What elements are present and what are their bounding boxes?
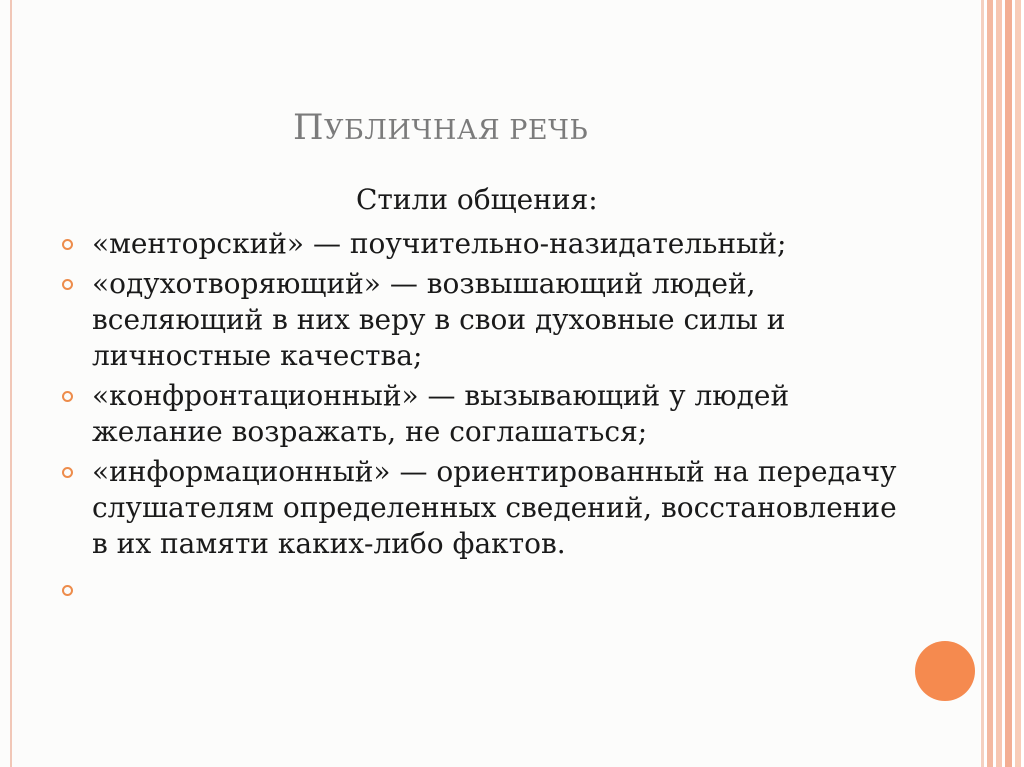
stripe	[1005, 0, 1012, 767]
title-first-letter: П	[293, 108, 325, 148]
bullet-list	[60, 226, 920, 612]
list-item-empty	[60, 572, 920, 608]
stripe	[1015, 0, 1021, 767]
left-decorative-stripe	[10, 0, 12, 767]
bullet-text: «информационный» — ориентированный на передачу слушателям определенных сведений, восстановление в их памяти каких-либо фактов.	[92, 455, 897, 560]
slide-subtitle: Стили общения:	[356, 183, 598, 216]
title-rest: УБЛИЧНАЯ РЕЧЬ	[324, 115, 589, 146]
bullet-ring-icon	[62, 279, 73, 290]
stripe	[981, 0, 984, 767]
right-decorative-stripes	[980, 0, 1024, 767]
bullet-ring-icon	[62, 585, 73, 596]
orange-circle-decoration	[915, 641, 975, 701]
bullet-text: «менторский» — поучительно-назидательный;	[92, 227, 787, 260]
bullet-text: «конфронтационный» — вызывающий у людей желание возражать, не соглашаться;	[92, 379, 790, 448]
stripe	[996, 0, 1002, 767]
stripe	[987, 0, 993, 767]
list-item	[60, 378, 920, 450]
bullet-text: «одухотворяющий» — возвышающий людей, вселяющий в них веру в свои духовные силы и личностные качества;	[92, 267, 786, 372]
list-item	[60, 454, 920, 562]
list-item	[60, 226, 920, 262]
bullet-ring-icon	[62, 391, 73, 402]
bullet-ring-icon	[62, 239, 73, 250]
bullet-ring-icon	[62, 467, 73, 478]
slide-title	[293, 108, 588, 148]
list-item	[60, 266, 920, 374]
